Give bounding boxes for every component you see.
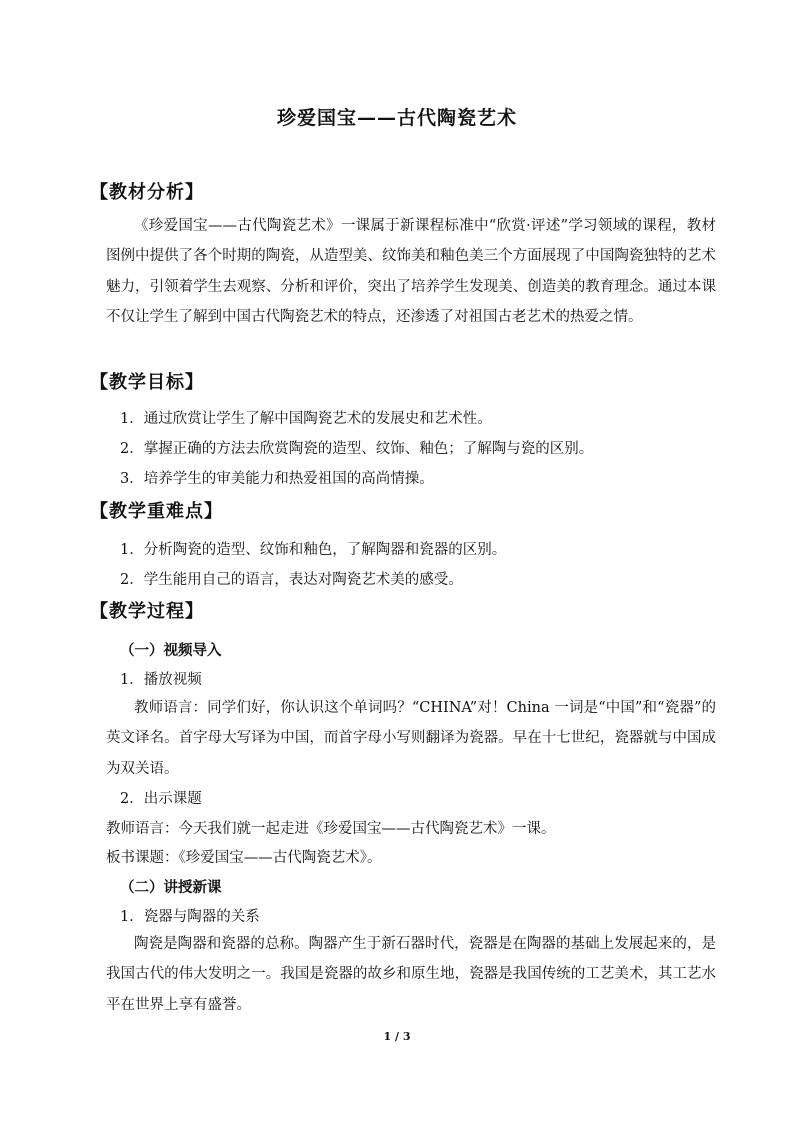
goal-item-2: 2．掌握正确的方法去欣赏陶瓷的造型、纹饰、釉色；了解陶与瓷的区别。 bbox=[120, 441, 594, 457]
board-title: 板书课题：《珍爱国宝——古代陶瓷艺术》。 bbox=[106, 850, 382, 866]
section-heading-process: 【教学过程】 bbox=[90, 601, 204, 622]
goal-item-3: 3．培养学生的审美能力和热爱祖国的高尚情操。 bbox=[120, 471, 434, 487]
process-step-1: 1．播放视频 bbox=[120, 672, 202, 688]
section-heading-analysis: 【教材分析】 bbox=[90, 182, 204, 203]
page-title: 珍爱国宝——古代陶瓷艺术 bbox=[276, 107, 517, 129]
process-step-3: 1．瓷器与陶器的关系 bbox=[120, 909, 260, 925]
keypoint-item-1: 1．分析陶瓷的造型、纹饰和釉色，了解陶器和瓷器的区别。 bbox=[120, 542, 507, 558]
teacher-speech-1: 教师语言：同学们好，你认识这个单词吗？“CHINA”对！China 一词是“中国”和“瓷器”的英文译名。首字母大写译为中国，而首字母小写则翻译为瓷器。早在十七世纪，瓷器就与中国成为双关语。 bbox=[106, 700, 716, 777]
process-step-2: 2．出示课题 bbox=[120, 791, 202, 807]
page-number: 1 / 3 bbox=[383, 1030, 411, 1043]
goal-item-1: 1．通过欣赏让学生了解中国陶瓷艺术的发展史和艺术性。 bbox=[120, 411, 492, 427]
process-part1-title: （一）视频导入 bbox=[120, 642, 222, 659]
process-part2-title: （二）讲授新课 bbox=[120, 879, 222, 896]
teacher-speech-2: 教师语言：今天我们就一起走进《珍爱国宝——古代陶瓷艺术》一课。 bbox=[106, 821, 556, 837]
ceramic-relation-paragraph: 陶瓷是陶器和瓷器的总称。陶器产生于新石器时代，瓷器是在陶器的基础上发展起来的，是我国古代的伟大发明之一。我国是瓷器的故乡和原生地，瓷器是我国传统的工艺美术，其工艺水平在世界上享有盛誉。 bbox=[106, 936, 716, 1013]
keypoint-item-2: 2．学生能用自己的语言，表达对陶瓷艺术美的感受。 bbox=[120, 572, 463, 588]
section-heading-goals: 【教学目标】 bbox=[90, 372, 204, 393]
section-heading-keypoints: 【教学重难点】 bbox=[90, 501, 223, 522]
analysis-paragraph: 《珍爱国宝——古代陶瓷艺术》一课属于新课程标准中“欣赏·评述”学习领域的课程，教材图例中提供了各个时期的陶瓷，从造型美、纹饰美和釉色美三个方面展现了中国陶瓷独特的艺术魅力，引领着学生去观察、分析和评价，突出了培养学生发现美、创造美的教育理念。通过本课不仅让学生了解到中国古代陶瓷艺术的特点，还渗透了对祖国古老艺术的热爱之情。 bbox=[106, 218, 716, 326]
